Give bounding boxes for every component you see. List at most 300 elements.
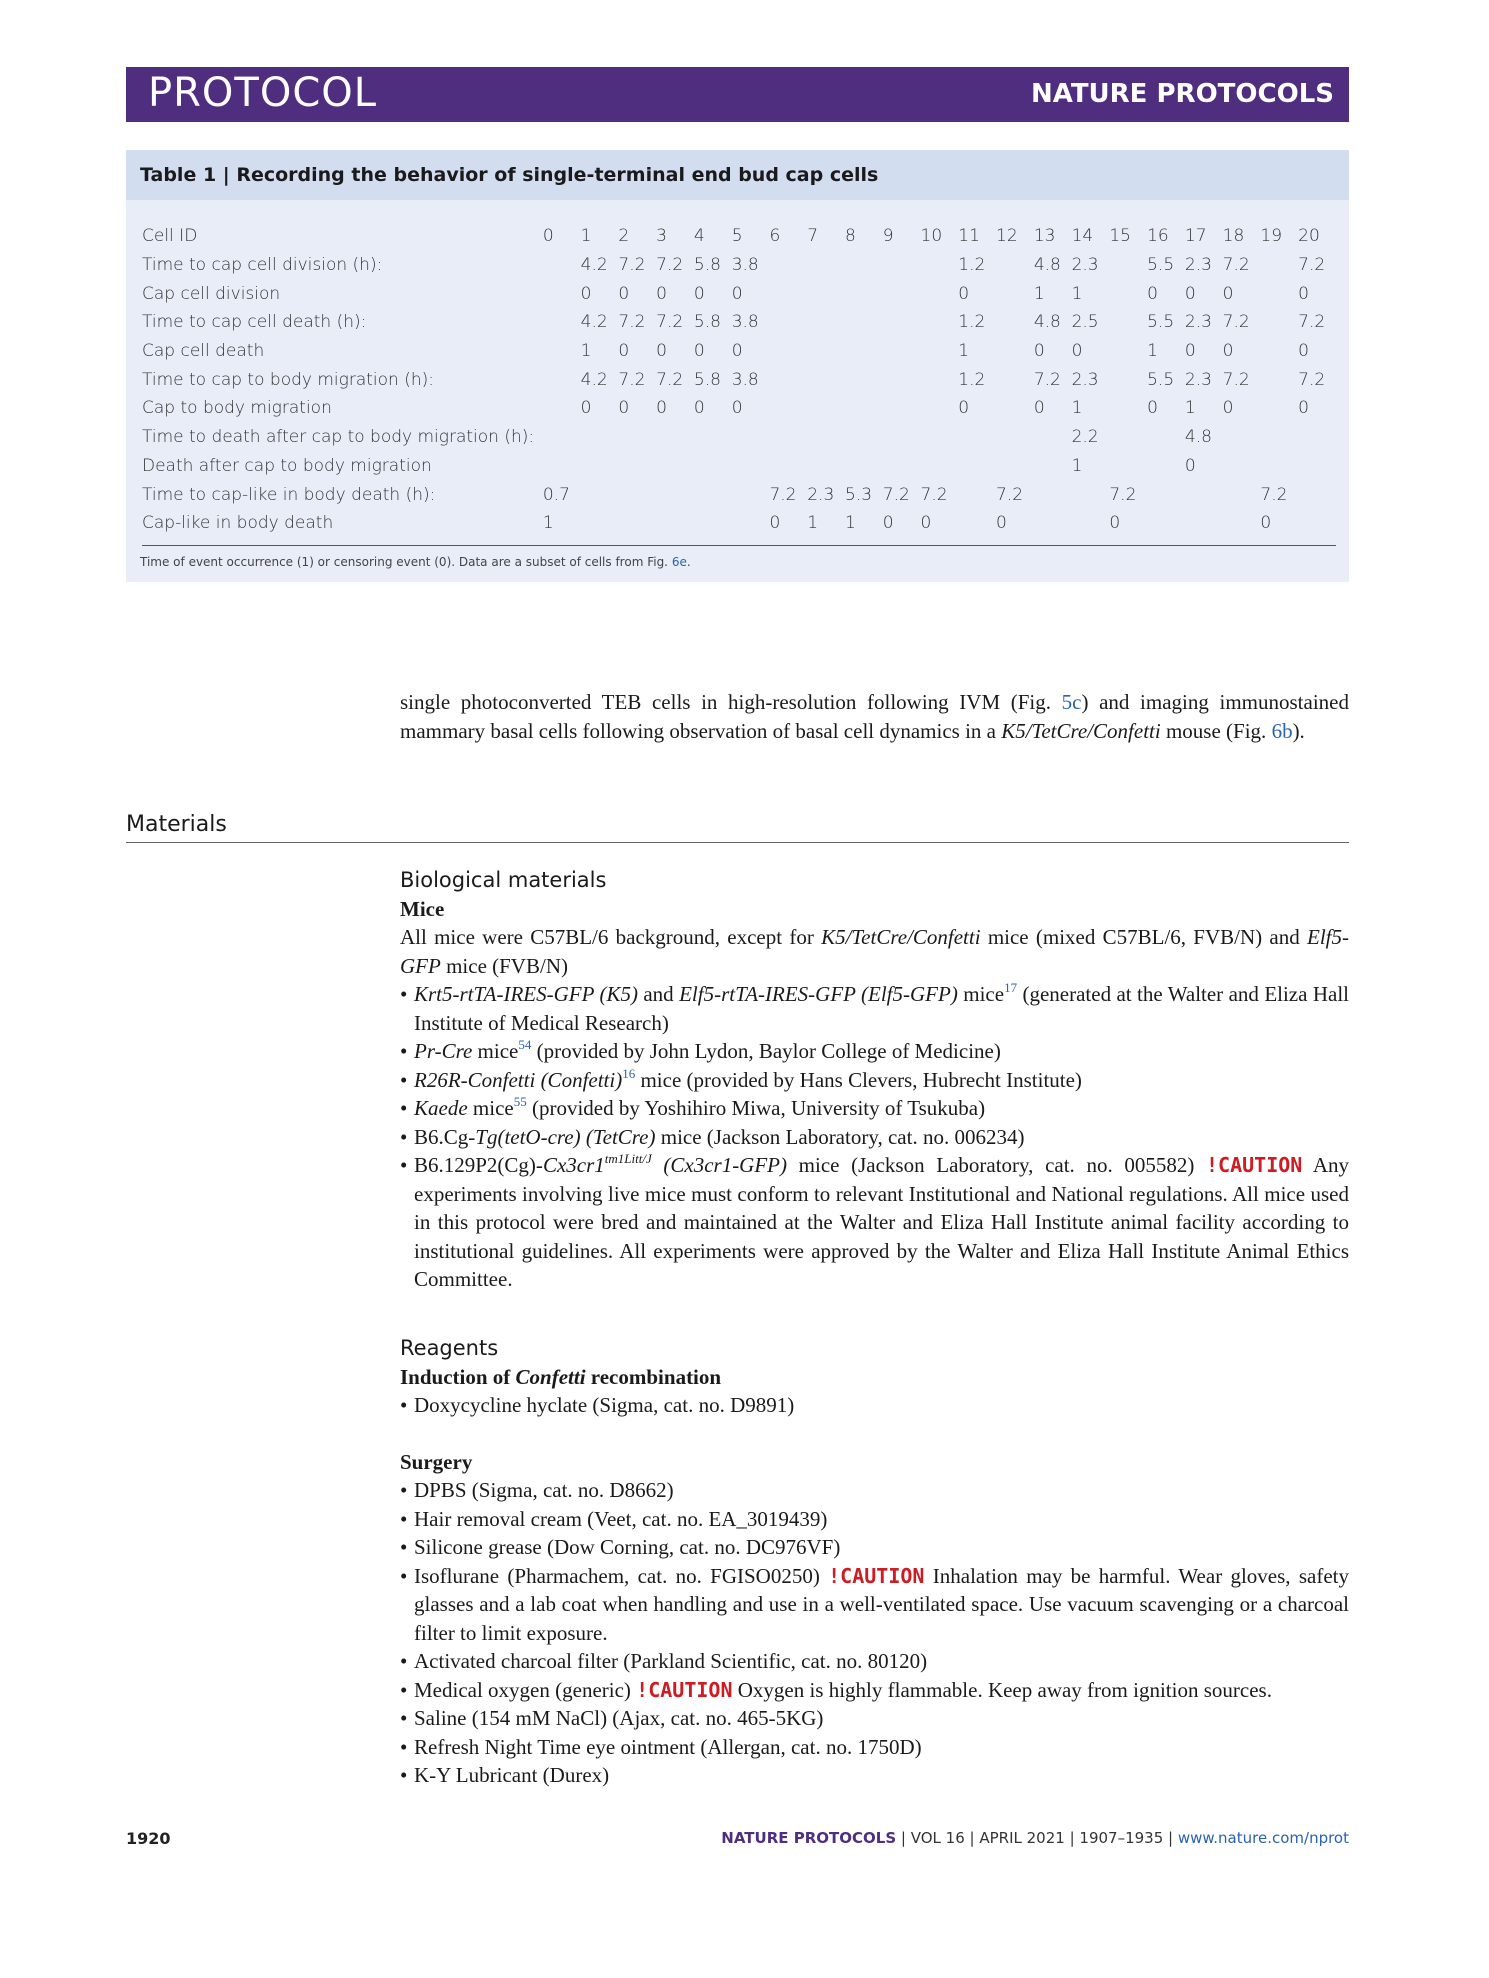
row-label: Cap cell division [142,283,281,304]
table-row [142,279,1336,308]
table-cell: 7.2 [618,369,646,390]
table-cell [618,452,656,481]
table-cell: 5.3 [844,484,873,505]
intro-paragraph: single photoconverted TEB cells in high-resolution following IVM (Fig. 5c) and imaging immunostained mammary basal cells following observation of basal cell dynamics in a K5/TetCre/Confetti mouse (Fig. 6b). [400,690,1349,743]
footer-url-link[interactable]: www.nature.com/nprot [1177,1829,1349,1847]
table-cell: 0 [1071,341,1083,362]
footer-citation: NATURE PROTOCOLS | VOL 16 | APRIL 2021 | 1907–1935 | www.nature.com/nprot [721,1829,1349,1847]
table-cell: 0.7 [542,484,570,505]
table-cell: 1 [542,513,554,534]
table-cell [769,251,807,280]
table-cell: 0 [731,283,743,304]
table-cell [1072,509,1110,538]
table-cell [1072,480,1110,509]
table-cell [732,452,770,481]
footer-journal: NATURE PROTOCOLS [721,1829,897,1847]
table-cell: 0 [656,398,667,419]
table-cell [1109,308,1147,337]
reagents-heading: Reagents [400,1336,499,1360]
table-row [142,308,1336,337]
column-header: 17 [1184,226,1207,247]
table-cell [921,279,959,308]
table-cell [807,251,845,280]
table-row [142,480,1336,509]
table-cell: 2.3 [1184,369,1212,390]
column-header: 19 [1260,226,1283,247]
column-header: 6 [769,226,781,247]
figure-link-6b[interactable]: 6b [1271,718,1293,743]
table-cell: 4.2 [580,369,608,390]
table-cell: 7.2 [1109,484,1137,505]
column-header: 16 [1147,226,1169,247]
footer-pages: 1907–1935 [1079,1829,1164,1847]
table-cell [845,423,883,452]
table-cell: 1 [1184,398,1196,419]
table-cell [656,452,694,481]
table-cell [656,423,694,452]
table-cell: 7.2 [1033,369,1061,390]
table-cell: 0 [693,398,705,419]
table-cell [807,337,845,366]
table-cell: 7.2 [1222,369,1250,390]
list-item: • Saline (154 mM NaCl) (Ajax, cat. no. 465-5KG) [400,1704,1349,1733]
table-cell [543,365,581,394]
table-row [142,365,1336,394]
list-item: • Kaede mice$^{55}$ (provided by Yoshihiro Miwa, University of Tsukuba) [400,1094,1349,1123]
footer-volume: VOL 16 [910,1829,965,1847]
caution-label: !CAUTION [636,1677,733,1702]
column-header-label: Cell ID [142,226,198,247]
table-cell [1034,509,1072,538]
table-cell [996,452,1034,481]
table-cell [883,452,921,481]
table-cell [1185,480,1223,509]
table-cell [581,509,619,538]
list-item: • Hair removal cream (Veet, cat. no. EA_3019439) [400,1505,1349,1534]
table-cell: 4.8 [1033,255,1061,276]
table-cell [543,452,581,481]
row-label: Cap cell death [142,341,265,362]
table-cell [996,365,1034,394]
table-cell: 0 [1222,398,1234,419]
table-cell [1034,480,1072,509]
table-cell [883,251,921,280]
list-item: • B6.Cg-Tg(tetO-cre) (TetCre) mice (Jackson Laboratory, cat. no. 006234) [400,1123,1349,1152]
table-cell [1223,452,1261,481]
table-cell [845,394,883,423]
table-cell [996,423,1034,452]
surgery-heading: Surgery [400,1449,473,1474]
table-row [142,509,1336,538]
table-cell [618,509,656,538]
table-cell: 7.2 [769,484,797,505]
column-header: 20 [1298,226,1320,247]
list-item: • Doxycycline hyclate (Sigma, cat. no. D9891) [400,1391,1349,1420]
table-cell: 7.2 [920,484,948,505]
table-cell: 1 [1071,283,1083,304]
table-cell [807,365,845,394]
table-cell [769,337,807,366]
table-cell [807,423,845,452]
table-cell: 7.2 [882,484,910,505]
table-cell: 1.2 [958,255,986,276]
table-cell: 5.8 [693,369,721,390]
list-item: • Krt5-rtTA-IRES-GFP (K5) and Elf5-rtTA-IRES-GFP (Elf5-GFP) mice$^{17}$ (generated at the Walter and Eliza Hall Institute of Medical Research) [400,980,1349,1037]
table-cell [694,480,732,509]
table-cell [1109,337,1147,366]
list-item: • DPBS (Sigma, cat. no. D8662) [400,1476,1349,1505]
footer-date: APRIL 2021 [979,1829,1065,1847]
table-cell [1034,423,1072,452]
row-label: Time to death after cap to body migration (h): [142,427,535,448]
table-cell: 0 [1109,513,1121,534]
list-item: • R26R-Confetti (Confetti)$^{16}$ mice (provided by Hans Clevers, Hubrecht Institute) [400,1066,1349,1095]
row-label: Time to cap cell division (h): [142,255,383,276]
row-label: Time to cap to body migration (h): [142,369,434,390]
table-cell [958,423,996,452]
table-cell [769,394,807,423]
table-cell: 1 [1071,398,1083,419]
table-cell: 7.2 [1222,312,1250,333]
column-header: 9 [882,226,894,247]
table-cell [1109,423,1147,452]
table-cell: 4.2 [580,255,608,276]
table-cell: 7.2 [1298,255,1326,276]
table-cell [1109,251,1147,280]
column-header: 8 [844,226,856,247]
table-cell [996,279,1034,308]
table-cell [1260,394,1298,423]
table-cell [958,480,996,509]
caution-label: !CAUTION [1206,1153,1303,1177]
table-cell: 2.3 [1184,255,1212,276]
table-footnote: Time of event occurrence (1) or censoring event (0). Data are a subset of cells from Fig. 6e. [140,555,691,569]
cell-behavior-table [142,222,1336,538]
table-cell: 4.8 [1033,312,1061,333]
table-cell [581,480,619,509]
table-cell [618,423,656,452]
table-cell: 0 [618,341,630,362]
table-cell [996,394,1034,423]
table-cell: 3.8 [731,369,759,390]
table-cell [921,308,959,337]
table-row [142,251,1336,280]
table-cell: 0 [580,398,592,419]
table-cell: 4.8 [1184,427,1212,448]
table-cell: 0 [1147,283,1158,304]
table-cell [1298,452,1336,481]
row-label: Time to cap-like in body death (h): [142,484,436,505]
row-label: Cap to body migration [142,398,332,419]
table-cell: 1.2 [958,369,986,390]
list-item: • Activated charcoal filter (Parkland Scientific, cat. no. 80120) [400,1647,1349,1676]
table-cell [996,308,1034,337]
table-cell: 0 [731,341,743,362]
table-cell [958,509,996,538]
table-cell: 0 [656,341,667,362]
table-cell [656,480,694,509]
table-cell: 1 [1071,455,1083,476]
table-cell: 0 [1298,283,1309,304]
reference-link[interactable]: 16 [622,1065,636,1081]
table-cell: 2.3 [1071,255,1099,276]
table-cell: 3.8 [731,255,759,276]
table-cell: 1.2 [958,312,986,333]
table-cell: 2.5 [1071,312,1099,333]
table-cell [883,308,921,337]
table-cell [883,365,921,394]
table-cell [543,279,581,308]
list-item: • Refresh Night Time eye ointment (Allergan, cat. no. 1750D) [400,1733,1349,1762]
table-cell [958,452,996,481]
table-cell [543,394,581,423]
column-header: 7 [807,226,819,247]
table-cell [845,279,883,308]
table-cell [921,394,959,423]
table-cell [883,279,921,308]
figure-link-5c[interactable]: 5c [1061,690,1082,714]
table-cell [1260,423,1298,452]
table-cell [769,279,807,308]
table-cell [1260,365,1298,394]
table-cell [1260,337,1298,366]
column-header: 3 [656,226,667,247]
section-type-label: PROTOCOL [148,70,378,116]
table-cell: 5.5 [1147,312,1175,333]
table-header-row [142,222,1336,251]
caution-label: !CAUTION [828,1563,925,1588]
table-cell [1223,480,1261,509]
table-cell [732,423,770,452]
page-number: 1920 [126,1829,171,1848]
table-title: Table 1 | Recording the behavior of single-terminal end bud cap cells [140,164,879,186]
column-header: 2 [618,226,630,247]
table-cell [883,394,921,423]
table-cell: 0 [1184,341,1196,362]
journal-header-bar [126,67,1349,122]
figure-link-6e[interactable]: 6e [671,555,687,569]
table-cell [1260,308,1298,337]
table-cell [581,423,619,452]
table-cell [807,452,845,481]
table-cell [807,279,845,308]
bio-materials-heading: Biological materials [400,868,607,892]
table-cell [845,452,883,481]
mice-intro: All mice were C57BL/6 background, except for K5/TetCre/Confetti mice (mixed C57BL/6, FVB/N) and Elf5-GFP mice (FVB/N) [400,925,1349,978]
table-cell [1260,251,1298,280]
list-item: • K-Y Lubricant (Durex) [400,1761,1349,1790]
table-cell: 0 [958,398,970,419]
table-cell: 0 [769,513,781,534]
table-cell: 7.2 [1260,484,1288,505]
table-cell: 0 [920,513,932,534]
table-row [142,452,1336,481]
table-cell [694,423,732,452]
table-cell: 7.2 [618,255,646,276]
table-cell: 0 [656,283,667,304]
table-row [142,337,1336,366]
table-cell: 7.2 [1298,369,1326,390]
table-cell [1260,279,1298,308]
table-cell: 5.8 [693,255,721,276]
column-header: 0 [542,226,554,247]
column-header: 1 [580,226,592,247]
table-cell: 0 [1222,341,1234,362]
reagents-section [400,1334,1349,1790]
table-cell: 2.2 [1071,427,1099,448]
table-cell [1298,423,1336,452]
table-cell: 1 [958,341,970,362]
table-cell [769,365,807,394]
table-cell [1034,452,1072,481]
journal-name: NATURE PROTOCOLS [1030,79,1334,109]
table-cell [543,423,581,452]
table-cell: 0 [1184,283,1196,304]
table-cell [1223,423,1261,452]
table-cell [1147,509,1185,538]
reference-link[interactable]: 17 [1004,980,1018,995]
list-item: • Pr-Cre mice$^{54}$ (provided by John Lydon, Baylor College of Medicine) [400,1037,1349,1066]
mice-heading: Mice [400,896,445,921]
table-cell: 0 [693,283,705,304]
table-cell: 0 [618,398,630,419]
table-cell [1185,509,1223,538]
table-cell [996,251,1034,280]
column-header: 18 [1222,226,1245,247]
table-cell: 1 [1033,283,1045,304]
materials-heading: Materials [126,812,227,837]
table-cell [1109,452,1147,481]
table-cell [921,365,959,394]
reference-link[interactable]: 55 [513,1094,527,1109]
table-cell: 7.2 [1222,255,1250,276]
table-cell [807,308,845,337]
list-item: • Silicone grease (Dow Corning, cat. no. DC976VF) [400,1533,1349,1562]
induction-heading: Induction of Confetti recombination [400,1364,722,1389]
table-cell: 7.2 [996,484,1024,505]
table-cell [1109,279,1147,308]
table-cell: 7.2 [656,312,684,333]
table-cell [921,452,959,481]
table-cell: 0 [1298,398,1309,419]
table-cell [1260,452,1298,481]
table-cell [543,337,581,366]
table-cell: 0 [580,283,592,304]
table-cell: 0 [1184,455,1196,476]
table-cell [1147,452,1185,481]
table-cell: 3.8 [731,312,759,333]
table-cell [769,452,807,481]
table-cell [732,509,770,538]
table-cell [845,337,883,366]
table-cell [1109,365,1147,394]
column-header: 4 [693,226,705,247]
table-row [142,394,1336,423]
table-row [142,423,1336,452]
table-cell [807,394,845,423]
column-header: 12 [996,226,1018,247]
table-cell: 0 [693,341,705,362]
biological-materials-section [400,866,1349,1294]
table-cell [1223,509,1261,538]
table-cell [543,308,581,337]
table-cell: 7.2 [656,255,684,276]
table-bottom-rule [142,545,1336,546]
list-item: • Isoflurane (Pharmachem, cat. no. FGISO0250) !CAUTION Inhalation may be harmful. Wear gloves, safety glasses and a lab coat when handling and use in a well-ventilated space. Use vacuum scavenging or a charcoal filter to limit exposure. [400,1562,1349,1648]
table-cell: 7.2 [656,369,684,390]
column-header: 15 [1109,226,1131,247]
table-cell [845,308,883,337]
table-cell: 1 [807,513,819,534]
table-cell [845,251,883,280]
column-header: 13 [1033,226,1056,247]
table-cell [845,365,883,394]
table-cell: 0 [1033,398,1045,419]
table-cell: 0 [1222,283,1234,304]
table-cell: 0 [618,283,630,304]
row-label: Death after cap to body migration [142,455,432,476]
table-cell [543,251,581,280]
table-cell: 0 [1260,513,1272,534]
table-cell [883,337,921,366]
table-cell: 2.3 [1184,312,1212,333]
table-cell [1109,394,1147,423]
table-cell [921,423,959,452]
table-cell: 0 [1147,398,1158,419]
table-cell: 5.5 [1147,369,1175,390]
table-cell: 0 [1298,341,1309,362]
table-cell [769,423,807,452]
table-cell: 0 [996,513,1007,534]
column-header: 11 [958,226,980,247]
table-cell [694,452,732,481]
materials-rule [126,842,1349,843]
reference-link[interactable]: 54 [518,1037,532,1052]
column-header: 14 [1071,226,1094,247]
table-cell [1298,480,1336,509]
table-cell: 5.5 [1147,255,1175,276]
table-cell [618,480,656,509]
column-header: 10 [920,226,943,247]
table-cell [1147,423,1185,452]
table-cell [1147,480,1185,509]
table-cell: 5.8 [693,312,721,333]
table-cell [996,337,1034,366]
table-cell: 0 [958,283,970,304]
table-title-bar [126,150,1349,200]
table-cell: 0 [731,398,743,419]
table-cell [769,308,807,337]
table-1-box [126,150,1349,582]
table-cell: 7.2 [618,312,646,333]
table-cell [656,509,694,538]
table-cell [694,509,732,538]
row-label: Cap-like in body death [142,513,334,534]
table-cell: 7.2 [1298,312,1326,333]
table-cell [581,452,619,481]
table-cell: 0 [1033,341,1045,362]
table-cell: 1 [580,341,592,362]
table-cell: 4.2 [580,312,608,333]
row-label: Time to cap cell death (h): [142,312,367,333]
table-cell: 1 [844,513,856,534]
list-item: • $B6.129P2(Cg)-Cx3cr1^{tm1Litt/J}$ (Cx3cr1-GFP) mice (Jackson Laboratory, cat. no. 005582) !CAUTION Any experiments involving live mice must conform to relevant Institutional and National regulations. All mice used in this protocol were bred and maintained at the Walter and Eliza Hall Institute animal facility according to institutional guidelines. All experiments were approved by the Walter and Eliza Hall Institute Animal Ethics Committee. [400,1151,1349,1294]
table-cell: 2.3 [1071,369,1099,390]
table-cell [883,423,921,452]
table-cell: 0 [882,513,894,534]
table-cell [1298,509,1336,538]
table-cell: 1 [1147,341,1158,362]
